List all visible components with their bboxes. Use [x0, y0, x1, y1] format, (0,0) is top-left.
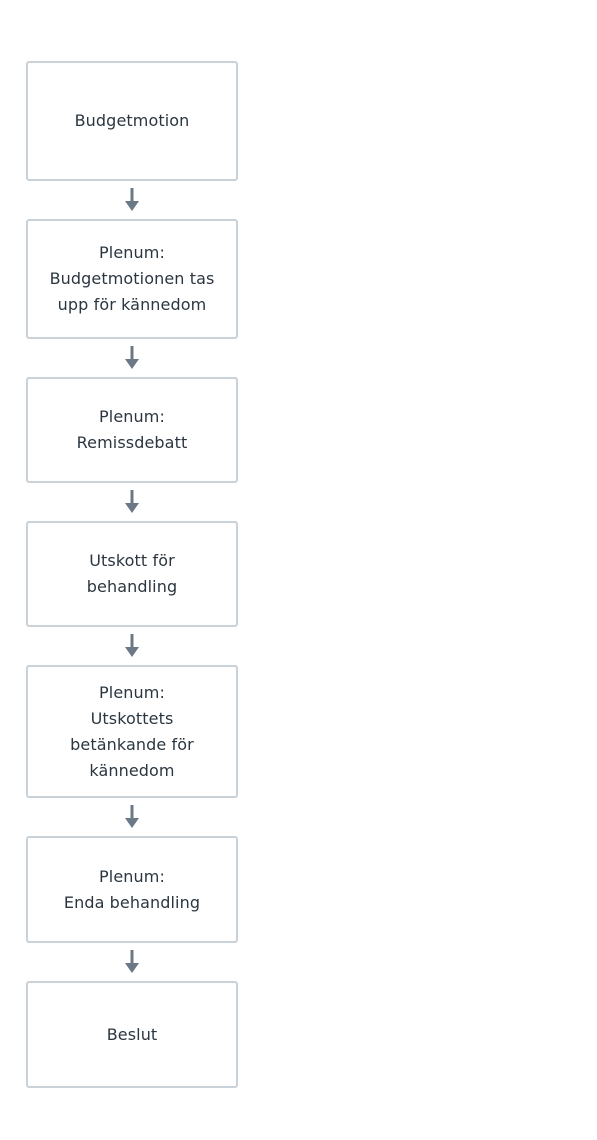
step-beslut [26, 981, 238, 1088]
down-arrow-icon [26, 181, 238, 219]
step-plenum-kannedom [26, 219, 238, 339]
step-plenum-remissdebatt [26, 377, 238, 483]
down-arrow-icon [26, 483, 238, 521]
down-arrow-icon [26, 943, 238, 981]
step-label: Plenum: Enda behandling [63, 866, 201, 912]
step-budgetmotion [26, 61, 238, 181]
step-utskott [26, 521, 238, 627]
process-flowchart [26, 61, 238, 1088]
step-plenum-enda-behandling [26, 836, 238, 943]
step-label: Utskott för behandling [86, 551, 178, 596]
step-label: Budgetmotion [74, 111, 190, 130]
step-label: Plenum: Budgetmotionen tas upp för kännedom [49, 243, 215, 314]
step-label: Plenum: Remissdebatt [76, 407, 188, 452]
down-arrow-icon [26, 339, 238, 377]
step-label: Beslut [106, 1024, 158, 1044]
step-plenum-betankande [26, 665, 238, 798]
down-arrow-icon [26, 627, 238, 665]
down-arrow-icon [26, 798, 238, 836]
step-label: Plenum: Utskottets betänkande för kännedom [70, 682, 194, 780]
